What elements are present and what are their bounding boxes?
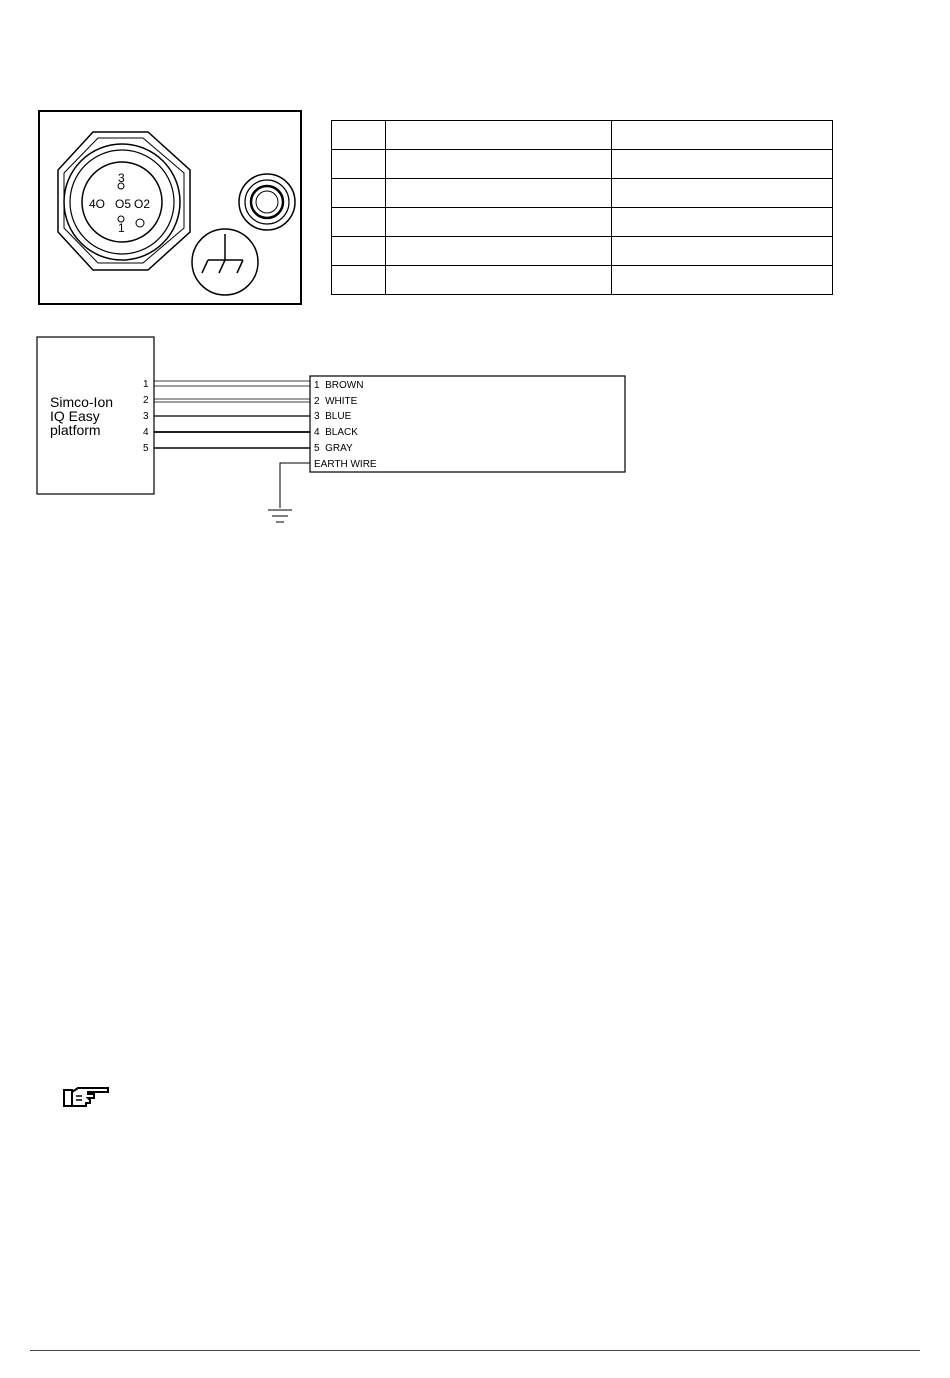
table-cell xyxy=(332,237,386,266)
platform-label-line-3: platform xyxy=(50,422,101,438)
table-cell xyxy=(332,150,386,179)
platform-pin-5: 5 xyxy=(143,443,149,454)
table-row xyxy=(332,237,833,266)
table-cell xyxy=(612,179,833,208)
table-cell xyxy=(332,208,386,237)
table-row xyxy=(332,121,833,150)
cable-label-3: 3 BLUE xyxy=(314,411,352,422)
table-cell xyxy=(612,208,833,237)
earth-wire xyxy=(280,463,310,508)
table-cell xyxy=(612,266,833,295)
pin-4-label: 4O xyxy=(89,197,106,211)
pin-assignment-table xyxy=(331,120,833,295)
platform-label-line-2: IQ Easy xyxy=(50,408,100,424)
table-row xyxy=(332,179,833,208)
table-cell xyxy=(386,266,612,295)
table-cell xyxy=(612,121,833,150)
pin-1-label: 1 xyxy=(118,221,125,235)
table-cell xyxy=(332,266,386,295)
chassis-ground-icon xyxy=(192,229,258,295)
table-cell xyxy=(386,121,612,150)
table-cell xyxy=(386,179,612,208)
table-row xyxy=(332,266,833,295)
cable-label-5: 5 GRAY xyxy=(314,443,353,454)
cable-label-2: 2 WHITE xyxy=(314,396,358,407)
cable-label-4: 4 BLACK xyxy=(314,427,358,438)
platform-pin-2: 2 xyxy=(143,395,149,406)
cable-label-1: 1 BROWN xyxy=(314,380,364,391)
table-row xyxy=(332,150,833,179)
table-cell xyxy=(386,150,612,179)
platform-pin-3: 3 xyxy=(143,411,149,422)
platform-pin-1: 1 xyxy=(143,379,149,390)
platform-pin-4: 4 xyxy=(143,427,149,438)
ground-icon xyxy=(268,510,292,522)
table-row xyxy=(332,208,833,237)
wires xyxy=(154,381,310,508)
table-cell xyxy=(612,150,833,179)
table-cell xyxy=(386,237,612,266)
pointing-hand-icon xyxy=(62,1084,110,1110)
connector-figure xyxy=(38,110,302,305)
cable-label-earth: EARTH WIRE xyxy=(314,459,377,470)
footer-divider xyxy=(30,1350,920,1351)
pin-5-label: O5 xyxy=(115,197,132,211)
wiring-diagram xyxy=(30,330,640,530)
table-cell xyxy=(386,208,612,237)
platform-label-line-1: Simco-Ion xyxy=(50,394,114,410)
pin-2-label: O2 xyxy=(134,197,151,211)
table-cell xyxy=(332,121,386,150)
pin-3-label: 3 xyxy=(118,171,125,185)
table-cell xyxy=(612,237,833,266)
table-cell xyxy=(332,179,386,208)
